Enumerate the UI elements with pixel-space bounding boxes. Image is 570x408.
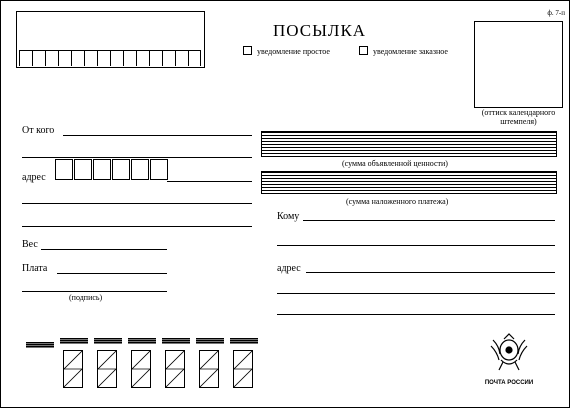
- zip-cell[interactable]: [55, 159, 73, 180]
- form-title: ПОСЫЛКА: [273, 21, 367, 40]
- address-line-2[interactable]: [22, 203, 252, 204]
- from-line-2[interactable]: [22, 157, 252, 158]
- code-cell[interactable]: [162, 50, 175, 66]
- to-line-2[interactable]: [277, 245, 555, 246]
- declared-value-field[interactable]: [261, 131, 557, 157]
- russian-post-logo: [485, 332, 545, 388]
- eagle-emblem-icon: [485, 332, 545, 388]
- notice-simple-label: уведомление простое: [257, 47, 330, 56]
- index-digit-block: [162, 338, 190, 390]
- weight-line[interactable]: [41, 249, 167, 250]
- index-marker-bar: [196, 338, 224, 344]
- index-digit-cell[interactable]: [199, 350, 219, 388]
- zip-cell[interactable]: [150, 159, 168, 180]
- code-cell[interactable]: [19, 50, 32, 66]
- cod-caption: (сумма наложенного платежа): [346, 197, 449, 206]
- signature-caption: (подпись): [69, 293, 103, 302]
- index-digit-block: [94, 338, 122, 390]
- index-marker-bar: [128, 338, 156, 344]
- to-line[interactable]: [303, 220, 555, 221]
- payment-line[interactable]: [57, 273, 167, 274]
- index-digit-cell[interactable]: [63, 350, 83, 388]
- payment-label: Плата: [22, 263, 48, 274]
- code-cell[interactable]: [97, 50, 110, 66]
- logo-text: ПОЧТА РОССИИ: [485, 380, 534, 386]
- index-digit-cell[interactable]: [97, 350, 117, 388]
- notice-registered-checkbox[interactable]: [359, 46, 368, 55]
- address-label: адрес: [22, 172, 46, 183]
- form-code: ф. 7-п: [547, 9, 565, 17]
- weight-label: Вес: [22, 239, 38, 250]
- code-cell[interactable]: [149, 50, 162, 66]
- index-marker-bar: [162, 338, 190, 344]
- code-cell[interactable]: [123, 50, 136, 66]
- code-cell[interactable]: [188, 50, 201, 66]
- code-cell[interactable]: [175, 50, 188, 66]
- to-address-label: адрес: [277, 263, 301, 274]
- code-cell[interactable]: [84, 50, 97, 66]
- code-cell[interactable]: [136, 50, 149, 66]
- to-address-line-3[interactable]: [277, 314, 555, 315]
- zip-cell[interactable]: [93, 159, 111, 180]
- cod-amount-field[interactable]: [261, 171, 557, 194]
- declared-value-caption: (сумма объявленной ценности): [342, 159, 448, 168]
- code-cell[interactable]: [71, 50, 84, 66]
- to-address-line-1[interactable]: [306, 272, 555, 273]
- index-marker-bar: [60, 338, 88, 344]
- address-line-1[interactable]: [167, 181, 252, 182]
- postmark-area: [474, 21, 563, 108]
- signature-line[interactable]: [22, 291, 167, 292]
- notice-simple-checkbox[interactable]: [243, 46, 252, 55]
- zip-cell[interactable]: [74, 159, 92, 180]
- index-digit-block: [196, 338, 224, 390]
- index-marker-bar: [26, 342, 54, 348]
- to-label: Кому: [277, 211, 300, 222]
- index-digit-cell[interactable]: [165, 350, 185, 388]
- to-address-line-2[interactable]: [277, 293, 555, 294]
- code-cells: [19, 50, 201, 66]
- code-cell[interactable]: [32, 50, 45, 66]
- index-digit-block: [128, 338, 156, 390]
- notice-registered-label: уведомление заказное: [373, 47, 448, 56]
- from-line[interactable]: [63, 135, 252, 136]
- postmark-caption: (оттиск календарного штемпеля): [481, 108, 556, 126]
- index-digit-block: [26, 338, 54, 390]
- index-digit-block: [230, 338, 258, 390]
- code-cell[interactable]: [58, 50, 71, 66]
- index-marker-bar: [230, 338, 258, 344]
- from-label: От кого: [22, 125, 55, 136]
- index-digit-block: [60, 338, 88, 390]
- index-digit-cell[interactable]: [233, 350, 253, 388]
- code-cell[interactable]: [110, 50, 123, 66]
- zip-cell[interactable]: [131, 159, 149, 180]
- index-digit-cell[interactable]: [131, 350, 151, 388]
- address-line-3[interactable]: [22, 226, 252, 227]
- code-cell[interactable]: [45, 50, 58, 66]
- zip-cell[interactable]: [112, 159, 130, 180]
- index-marker-bar: [94, 338, 122, 344]
- barcode-frame: [16, 11, 205, 68]
